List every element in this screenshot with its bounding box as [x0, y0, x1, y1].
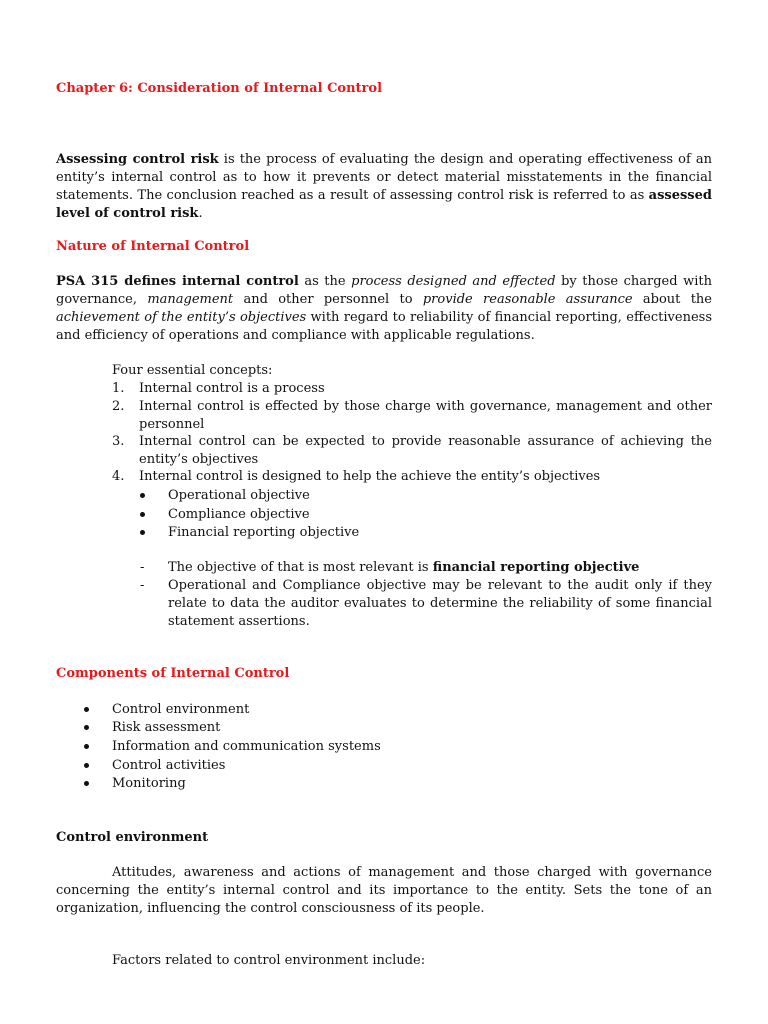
concept-item	[112, 380, 712, 398]
control-environment-paragraph: Attitudes, awareness and actions of management and those charged with governance concerning the entity’s internal control and its importance to the entity. Sets the tone of an organization, influencing the control consciousness of its people.	[56, 865, 712, 916]
dash-text-bold: financial reporting objective	[432, 560, 640, 575]
concept-number: 2.	[112, 399, 125, 414]
nature-text-4: about the	[632, 292, 712, 307]
assessing-term: Assessing control risk	[56, 152, 219, 167]
component-text: Control activities	[112, 758, 226, 773]
psa-definition: PSA 315 defines internal control	[56, 274, 299, 289]
nature-text-3: and other personnel to	[233, 292, 423, 307]
component-text: Control environment	[112, 702, 250, 717]
concept-item	[112, 398, 712, 434]
concept-text: Internal control is designed to help the achieve the entity’s objectives	[139, 469, 601, 484]
bullet-icon	[84, 781, 89, 786]
chapter-title: Chapter 6: Consideration of Internal Control	[56, 81, 383, 96]
dash-item	[140, 559, 712, 577]
dash-item	[140, 577, 712, 631]
concept-text: Internal control is effected by those charge with governance, management and other personnel	[139, 399, 712, 432]
dash-marker: -	[140, 560, 145, 575]
bullet-icon	[84, 725, 89, 730]
nature-heading: Nature of Internal Control	[56, 239, 250, 254]
concept-text: Internal control can be expected to provide reasonable assurance of achieving the entity’s objectives	[139, 434, 712, 467]
bullet-icon	[84, 707, 89, 712]
dash-text	[168, 559, 712, 577]
nature-italic-3: provide reasonable assurance	[422, 292, 633, 307]
concepts-intro: Four essential concepts:	[112, 363, 273, 378]
assessed-level-term: assessed level of control risk	[56, 188, 712, 221]
bullet-icon	[140, 530, 145, 535]
nature-italic-2: management	[147, 292, 234, 307]
concept-number: 3.	[112, 434, 125, 449]
nature-italic-4: achievement of the entity’s objectives	[56, 310, 307, 325]
control-environment-heading: Control environment	[56, 830, 209, 845]
nature-text-1: as the	[298, 274, 352, 289]
assessing-text: is the process of evaluating the design and operating effectiveness of an entity’s internal control as to how it prevents or detect material misstatements in the financial statements. The conclusion reached as a result of assessing control risk is referred to as	[56, 152, 712, 203]
bullet-icon	[140, 512, 145, 517]
component-text: Risk assessment	[112, 720, 221, 735]
component-text: Information and communication systems	[112, 739, 381, 754]
dash-text: Operational and Compliance objective may be relevant to the audit only if they relate to data the auditor evaluates to determine the reliability of some financial statement assertions.	[168, 578, 712, 629]
assessing-end: .	[198, 206, 203, 221]
components-heading: Components of Internal Control	[56, 666, 290, 681]
concept-number: 1.	[112, 381, 125, 396]
assessing-paragraph	[56, 151, 712, 223]
objective-text: Financial reporting objective	[168, 525, 360, 540]
dash-text-plain: The objective of that is most relevant is	[168, 560, 433, 575]
concept-text: Internal control is a process	[139, 381, 325, 396]
bullet-icon	[84, 744, 89, 749]
objective-text: Operational objective	[168, 488, 310, 503]
component-text: Monitoring	[112, 776, 186, 791]
concept-item	[112, 433, 712, 469]
bullet-icon	[84, 763, 89, 768]
factors-intro: Factors related to control environment include:	[112, 953, 426, 968]
objective-text: Compliance objective	[168, 507, 310, 522]
nature-italic-1: process designed and effected	[351, 274, 556, 289]
concept-item	[112, 468, 712, 486]
nature-text-5: with regard to reliability of financial reporting, effectiveness and efficiency of operations and compliance with applicable regulations.	[56, 310, 712, 343]
nature-text-2: by those charged with governance,	[56, 274, 712, 307]
nature-paragraph	[56, 273, 712, 345]
bullet-icon	[140, 493, 145, 498]
dash-marker: -	[140, 578, 145, 593]
concept-number: 4.	[112, 469, 125, 484]
